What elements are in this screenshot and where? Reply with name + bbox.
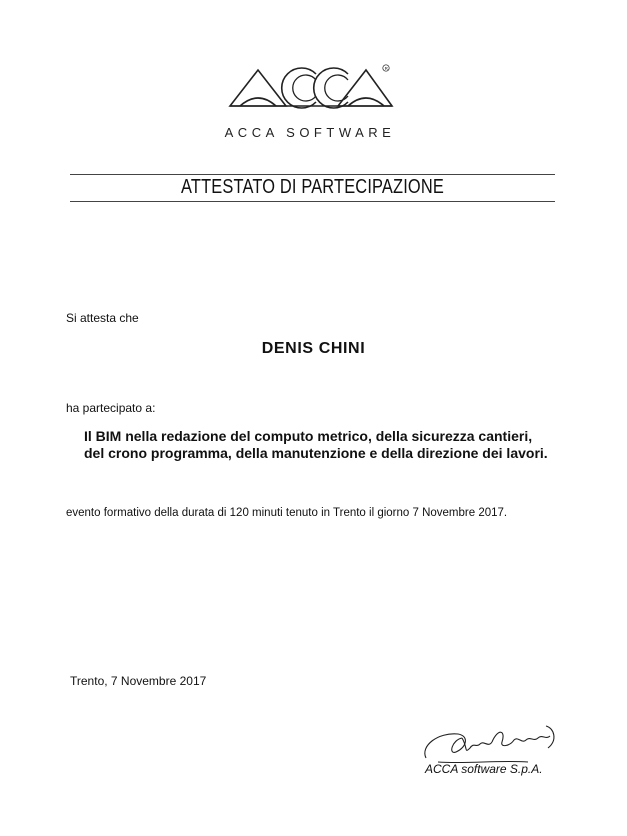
participated-label: ha partecipato a: (66, 401, 156, 415)
participant-name: DENIS CHINI (261, 340, 366, 357)
svg-text:R: R (384, 65, 388, 71)
intro-text: Si attesta che (66, 311, 139, 325)
company-name: ACCA software S.p.A. (425, 762, 543, 776)
logo-subtitle: ACCA SOFTWARE (224, 125, 396, 140)
issue-date: Trento, 7 Novembre 2017 (70, 674, 207, 688)
event-description: evento formativo della durata di 120 minuti tenuto in Trento il giorno 7 Novembre 2017. (66, 507, 508, 519)
acca-logo (226, 62, 396, 122)
title-rule-bottom (70, 201, 555, 202)
course-title: Il BIM nella redazione del computo metrico, della sicurezza cantieri, del crono programma, della manutenzione e della direzione dei lavori. (84, 428, 548, 461)
certificate-title: ATTESTATO DI PARTECIPAZIONE (181, 176, 444, 198)
title-rule-top (70, 174, 555, 175)
